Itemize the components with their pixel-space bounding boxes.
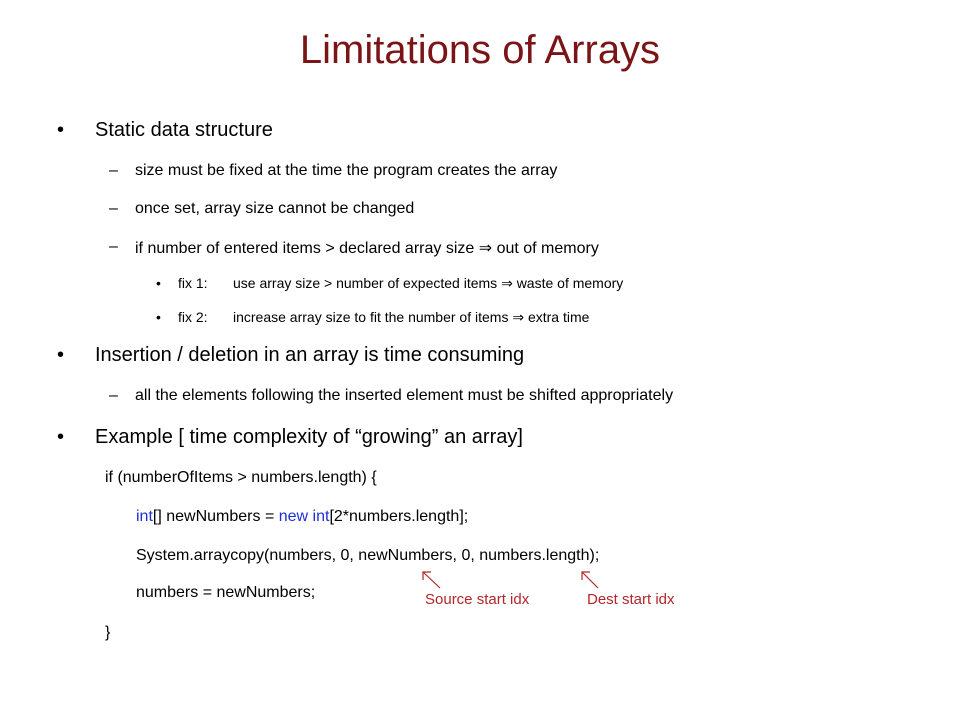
- bullet-dot-icon: •: [156, 275, 161, 291]
- sub-item-text: all the elements following the inserted element must be shifted appropriately: [135, 387, 674, 404]
- code-keyword: new: [278, 508, 309, 525]
- fix-text: increase array size to fit the number of items ⇒ extra time: [233, 309, 590, 325]
- code-text: [2*numbers.length];: [329, 508, 469, 525]
- sub-item-text: if number of entered items > declared array size ⇒ out of memory: [135, 240, 599, 257]
- sub-item-text: size must be fixed at the time the program creates the array: [135, 162, 558, 179]
- bullet-text: Insertion / deletion in an array is time consuming: [95, 344, 525, 366]
- bullet-dot-icon: •: [57, 426, 65, 448]
- dash-icon: –: [109, 387, 118, 404]
- bullet-dot-icon: •: [156, 309, 161, 325]
- slide-title: Limitations of Arrays: [299, 28, 661, 72]
- dest-arrow-icon: [582, 572, 598, 588]
- code-line-if: if (numberOfItems > numbers.length) {: [105, 469, 377, 486]
- fix-label: fix 1:: [178, 275, 208, 291]
- source-arrow-icon: [423, 572, 440, 588]
- bullet-dot-icon: •: [57, 119, 65, 141]
- annotation-source-start-idx: Source start idx: [425, 591, 530, 608]
- code-line-arraycopy: System.arraycopy(numbers, 0, newNumbers, 0, numbers.length);: [136, 547, 600, 564]
- sub-item-text: once set, array size cannot be changed: [135, 200, 415, 217]
- fix-label: fix 2:: [178, 309, 208, 325]
- fix-text: use array size > number of expected items ⇒ waste of memory: [233, 275, 624, 291]
- dash-icon: –: [109, 238, 118, 255]
- code-line-assign: numbers = newNumbers;: [136, 584, 316, 601]
- bullet-text: Static data structure: [95, 119, 273, 141]
- bullet-text: Example [ time complexity of “growing” an array]: [95, 426, 523, 448]
- bullet-dot-icon: •: [57, 344, 65, 366]
- dash-icon: –: [109, 200, 118, 217]
- code-keyword: int: [312, 508, 330, 525]
- code-keyword: int: [136, 508, 153, 525]
- annotation-dest-start-idx: Dest start idx: [587, 591, 675, 608]
- dash-icon: –: [109, 162, 118, 179]
- code-line-close-brace: }: [105, 624, 111, 641]
- code-text: [] newNumbers =: [152, 508, 279, 525]
